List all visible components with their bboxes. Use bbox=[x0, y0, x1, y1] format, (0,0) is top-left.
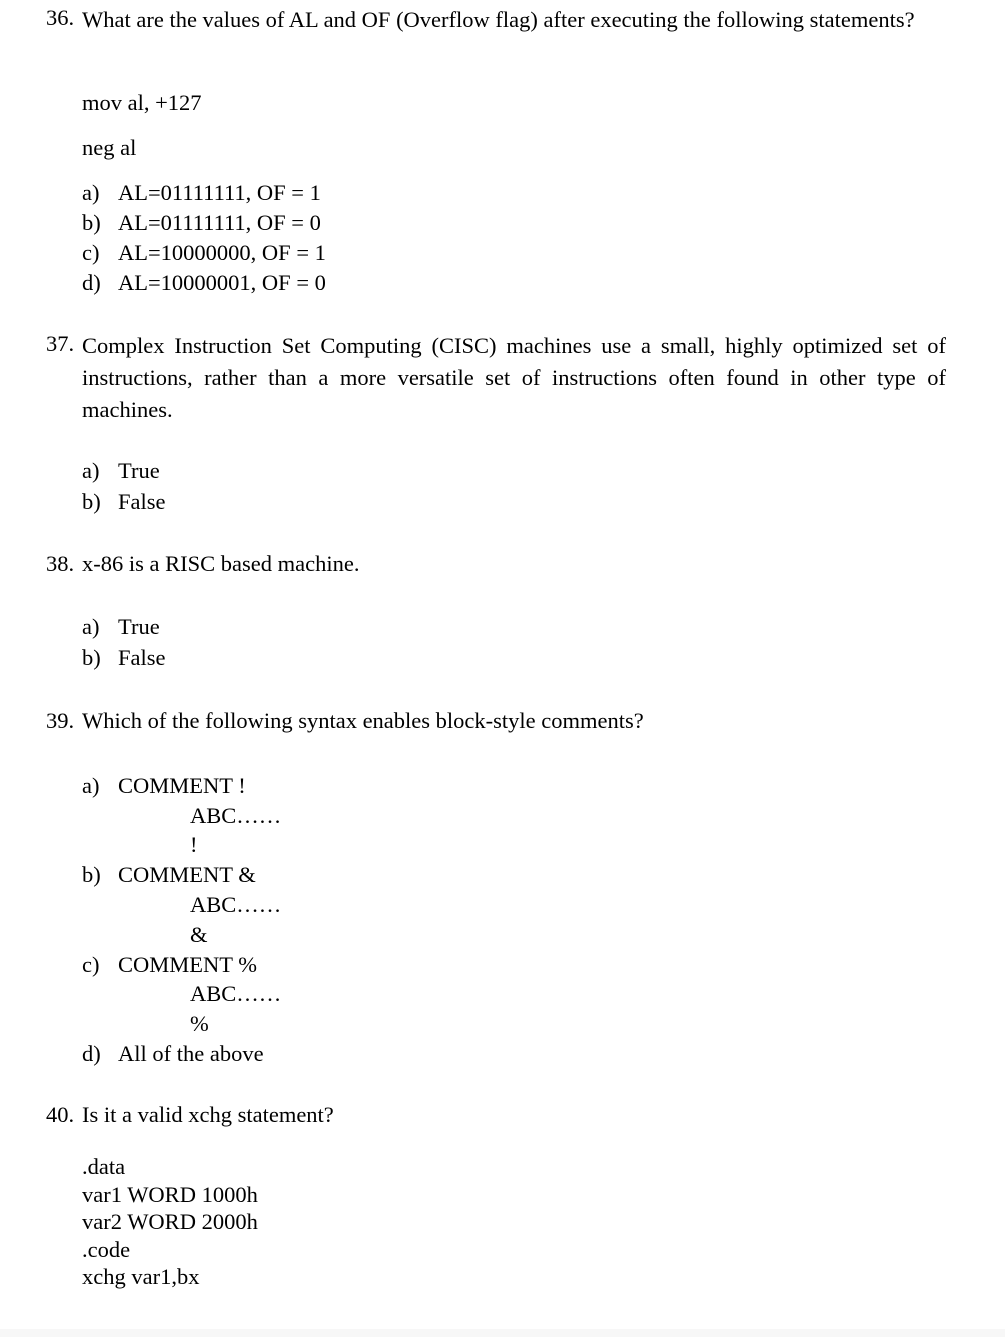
option-a bbox=[82, 457, 160, 485]
option-label: b) bbox=[82, 645, 101, 670]
question-37 bbox=[46, 330, 946, 426]
question-number: 40. bbox=[46, 1102, 75, 1127]
comment-end: ! bbox=[190, 832, 198, 857]
comment-end: & bbox=[190, 922, 208, 947]
page-bottom-edge bbox=[0, 1329, 1005, 1337]
question-38 bbox=[46, 550, 946, 578]
option-a bbox=[82, 179, 321, 207]
question-39 bbox=[46, 707, 946, 735]
comment-body: ABC…… bbox=[190, 803, 282, 828]
question-40 bbox=[46, 1101, 946, 1129]
option-text: AL=01111111, OF = 1 bbox=[118, 180, 321, 205]
option-text: AL=10000001, OF = 0 bbox=[118, 270, 326, 295]
option-d bbox=[82, 1040, 264, 1068]
code-line: .code bbox=[82, 1237, 131, 1262]
option-a bbox=[82, 772, 246, 800]
option-text: True bbox=[118, 614, 160, 639]
code-line: var2 WORD 2000h bbox=[82, 1209, 258, 1234]
question-number: 39. bbox=[46, 708, 75, 733]
option-c bbox=[82, 951, 257, 979]
option-label: d) bbox=[82, 270, 101, 295]
code-line: xchg var1,bx bbox=[82, 1264, 200, 1289]
option-label: c) bbox=[82, 952, 100, 977]
code-line: .data bbox=[82, 1154, 126, 1179]
question-text: x-86 is a RISC based machine. bbox=[82, 551, 360, 576]
question-number: 37. bbox=[46, 331, 75, 356]
question-text: Complex Instruction Set Computing (CISC) machines use a small, highly optimized set of instructions, rather than a more versatile set of instructions often found in other type of machines. bbox=[82, 333, 946, 422]
option-text: True bbox=[118, 458, 160, 483]
option-d bbox=[82, 269, 326, 297]
option-b bbox=[82, 861, 256, 889]
comment-body: ABC…… bbox=[190, 892, 282, 917]
option-b bbox=[82, 488, 166, 516]
code-line: neg al bbox=[82, 135, 137, 160]
comment-body: ABC…… bbox=[190, 981, 282, 1006]
option-text: False bbox=[118, 645, 166, 670]
option-label: a) bbox=[82, 773, 100, 798]
option-b bbox=[82, 209, 321, 237]
option-b bbox=[82, 644, 166, 672]
option-label: a) bbox=[82, 180, 100, 205]
option-label: a) bbox=[82, 458, 100, 483]
option-text: AL=01111111, OF = 0 bbox=[118, 210, 321, 235]
option-text: All of the above bbox=[118, 1041, 264, 1066]
question-text: What are the values of AL and OF (Overflow flag) after executing the following statements? bbox=[82, 7, 915, 32]
option-text: COMMENT & bbox=[118, 862, 256, 887]
option-text: False bbox=[118, 489, 166, 514]
question-text: Which of the following syntax enables block-style comments? bbox=[82, 708, 644, 733]
code-line: var1 WORD 1000h bbox=[82, 1182, 258, 1207]
question-number: 36. bbox=[46, 5, 75, 30]
comment-end: % bbox=[190, 1011, 209, 1036]
option-c bbox=[82, 239, 326, 267]
option-label: a) bbox=[82, 614, 100, 639]
option-label: d) bbox=[82, 1041, 101, 1066]
question-text: Is it a valid xchg statement? bbox=[82, 1102, 334, 1127]
option-label: b) bbox=[82, 210, 101, 235]
code-line: mov al, +127 bbox=[82, 90, 202, 115]
option-text: AL=10000000, OF = 1 bbox=[118, 240, 326, 265]
option-label: b) bbox=[82, 862, 101, 887]
question-number: 38. bbox=[46, 551, 75, 576]
option-text: COMMENT ! bbox=[118, 773, 246, 798]
option-label: b) bbox=[82, 489, 101, 514]
option-text: COMMENT % bbox=[118, 952, 257, 977]
option-a bbox=[82, 613, 160, 641]
question-36 bbox=[46, 4, 946, 36]
option-label: c) bbox=[82, 240, 100, 265]
